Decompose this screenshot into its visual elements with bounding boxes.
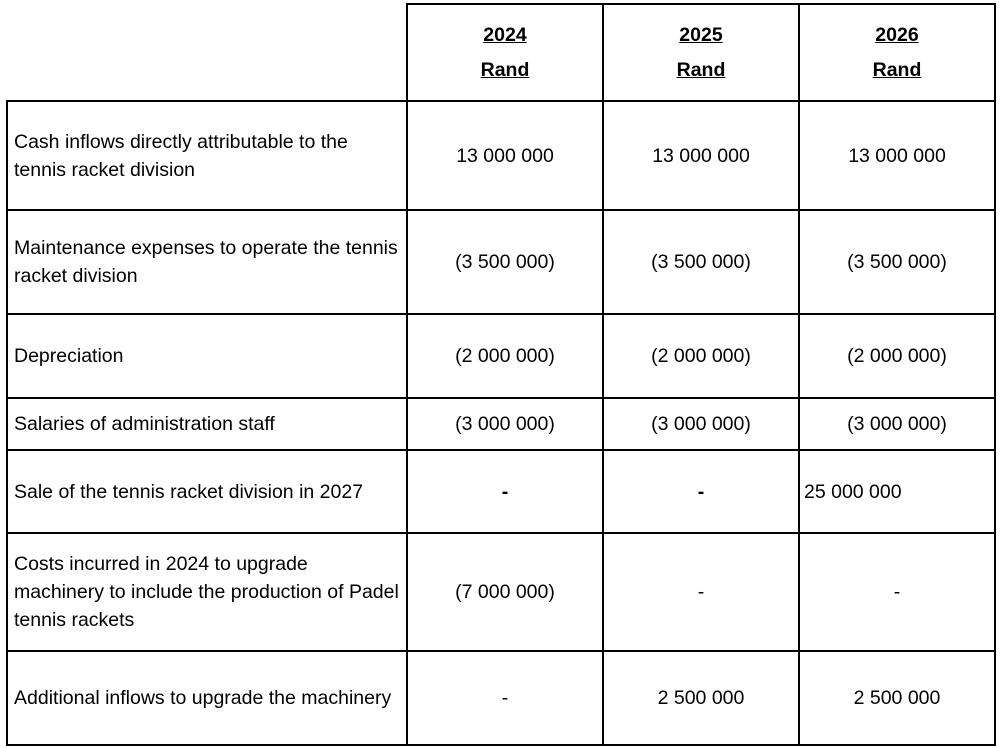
row-label-upgrade-costs: Costs incurred in 2024 to upgrade machinery to include the production of Padel tennis rackets: [7, 533, 407, 651]
table-row: [7, 101, 995, 210]
cell-value: -: [603, 450, 799, 533]
header-year-2026: 2026: [875, 23, 919, 46]
cell-value: (7 000 000): [407, 533, 603, 651]
cell-value: (2 000 000): [799, 314, 995, 398]
row-label-salaries: Salaries of administration staff: [7, 398, 407, 450]
row-label-depreciation: Depreciation: [7, 314, 407, 398]
table-row: [7, 210, 995, 314]
cell-value: 25 000 000: [799, 450, 995, 533]
cell-value: -: [407, 450, 603, 533]
cell-value: -: [407, 651, 603, 745]
cell-value: 13 000 000: [603, 101, 799, 210]
table-row: [7, 651, 995, 745]
row-label-additional-inflows: Additional inflows to upgrade the machinery: [7, 651, 407, 745]
header-unit-2024: Rand: [480, 58, 530, 81]
header-unit-2026: Rand: [872, 58, 922, 81]
cell-value: -: [799, 533, 995, 651]
table-row: [7, 314, 995, 398]
row-label-cash-inflows: Cash inflows directly attributable to the tennis racket division: [7, 101, 407, 210]
header-2025: [603, 4, 799, 101]
cell-value: 2 500 000: [603, 651, 799, 745]
header-blank-cell: [7, 4, 407, 101]
header-unit-2025: Rand: [676, 58, 726, 81]
cell-value: (2 000 000): [407, 314, 603, 398]
cell-value: (3 500 000): [407, 210, 603, 314]
cell-value: (3 500 000): [603, 210, 799, 314]
header-year-2024: 2024: [483, 23, 527, 46]
row-label-maintenance: Maintenance expenses to operate the tennis racket division: [7, 210, 407, 314]
row-label-sale: Sale of the tennis racket division in 2027: [7, 450, 407, 533]
header-2026: [799, 4, 995, 101]
table-row: [7, 450, 995, 533]
header-2024: [407, 4, 603, 101]
cell-value: (2 000 000): [603, 314, 799, 398]
header-row: [7, 4, 995, 101]
table-row: [7, 398, 995, 450]
cell-value: -: [603, 533, 799, 651]
header-year-2025: 2025: [679, 23, 723, 46]
cell-value: (3 500 000): [799, 210, 995, 314]
cash-flow-table: [6, 3, 996, 746]
cell-value: 13 000 000: [407, 101, 603, 210]
cell-value: 2 500 000: [799, 651, 995, 745]
cell-value: (3 000 000): [603, 398, 799, 450]
cell-value: (3 000 000): [407, 398, 603, 450]
cell-value: (3 000 000): [799, 398, 995, 450]
table-row: [7, 533, 995, 651]
cell-value: 13 000 000: [799, 101, 995, 210]
